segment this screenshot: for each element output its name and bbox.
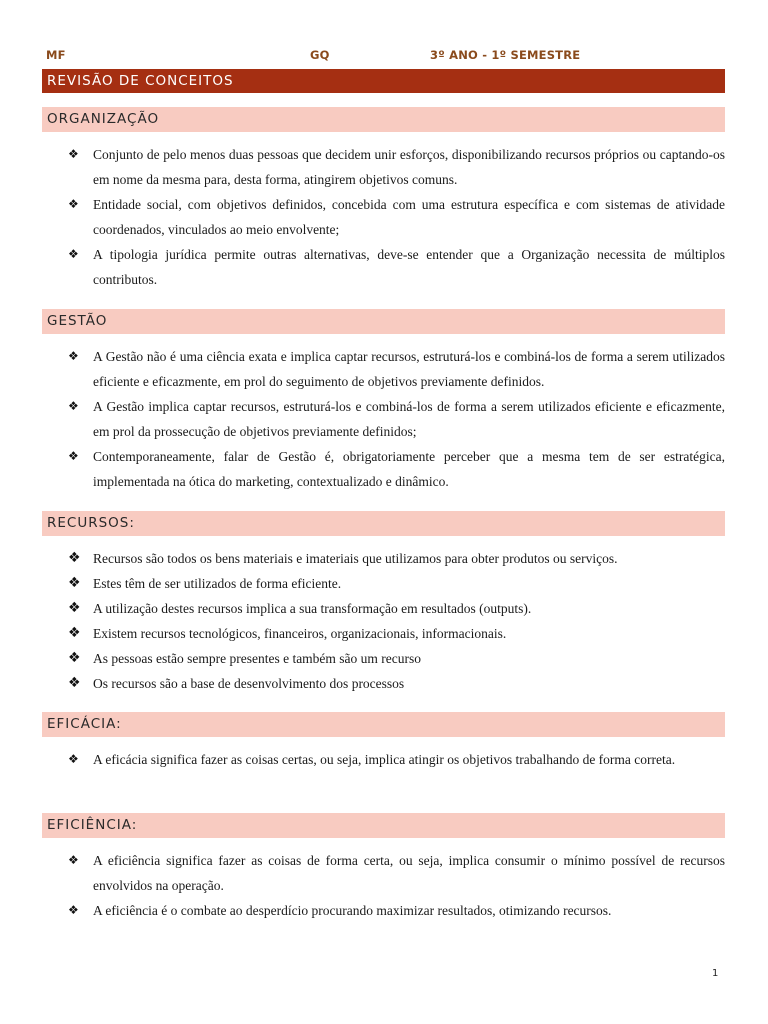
list-item: ❖ Entidade social, com objetivos definidos, concebida com uma estrutura específica e com sistemas de atividade coordenados, vinculados ao meio envolvente; [42, 192, 725, 242]
list-item: ❖ A tipologia jurídica permite outras alternativas, deve-se entender que a Organização necessita de múltiplos contributos. [42, 242, 725, 292]
diamond-4-icon: ❖ [68, 752, 79, 766]
diamond-4-icon: ❖ [68, 247, 79, 261]
diamond-4-icon: ❖ [68, 675, 81, 691]
list-item: ❖ A utilização destes recursos implica a sua transformação em resultados (outputs). [42, 596, 725, 621]
bullet-list [42, 747, 725, 772]
section-recursos [42, 511, 725, 696]
section-heading: EFICIÊNCIA: [42, 813, 725, 838]
header-author: MF [46, 48, 66, 62]
list-item: ❖ A Gestão não é uma ciência exata e implica captar recursos, estruturá-los e combiná-los de forma a serem utilizados eficiente e eficazmente, em prol do seguimento de objetivos previamente definidos. [42, 344, 725, 394]
diamond-4-icon: ❖ [68, 853, 79, 867]
section-heading: EFICÁCIA: [42, 712, 725, 737]
bullet-list [42, 344, 725, 494]
diamond-4-icon: ❖ [68, 399, 79, 413]
section-heading: RECURSOS: [42, 511, 725, 536]
bullet-list [42, 142, 725, 292]
diamond-4-icon: ❖ [68, 625, 81, 641]
diamond-4-icon: ❖ [68, 575, 81, 591]
list-item: ❖ A Gestão implica captar recursos, estruturá-los e combiná-los de forma a serem utilizados eficiente e eficazmente, em prol da prossecução de objetivos previamente definidos; [42, 394, 725, 444]
diamond-4-icon: ❖ [68, 449, 79, 463]
section-gestao [42, 309, 725, 494]
bullet-list [42, 848, 725, 923]
diamond-4-icon: ❖ [68, 197, 79, 211]
diamond-4-icon: ❖ [68, 349, 79, 363]
section-eficacia [42, 712, 725, 772]
section-heading: ORGANIZAÇÃO [42, 107, 725, 132]
diamond-4-icon: ❖ [68, 650, 81, 666]
header-term: 3º ANO - 1º SEMESTRE [430, 48, 581, 62]
list-item: ❖ A eficiência é o combate ao desperdício procurando maximizar resultados, otimizando recursos. [42, 898, 725, 923]
list-item: ❖ As pessoas estão sempre presentes e também são um recurso [42, 646, 725, 671]
section-eficiencia [42, 813, 725, 923]
page-header [46, 48, 726, 64]
diamond-4-icon: ❖ [68, 147, 79, 161]
list-item: ❖ A eficiência significa fazer as coisas de forma certa, ou seja, implica consumir o mínimo possível de recursos envolvidos na operação. [42, 848, 725, 898]
section-organizacao [42, 107, 725, 292]
header-subject: GQ [310, 48, 330, 62]
list-item: ❖ Recursos são todos os bens materiais e imateriais que utilizamos para obter produtos ou serviços. [42, 546, 725, 571]
list-item: ❖ Existem recursos tecnológicos, financeiros, organizacionais, informacionais. [42, 621, 725, 646]
page-number: 1 [712, 968, 719, 979]
diamond-4-icon: ❖ [68, 903, 79, 917]
list-item: ❖ A eficácia significa fazer as coisas certas, ou seja, implica atingir os objetivos trabalhando de forma correta. [42, 747, 725, 772]
list-item: ❖ Estes têm de ser utilizados de forma eficiente. [42, 571, 725, 596]
diamond-4-icon: ❖ [68, 600, 81, 616]
list-item: ❖ Contemporaneamente, falar de Gestão é, obrigatoriamente perceber que a mesma tem de ser estratégica, implementada na ótica do marketing, contextualizado e dinâmico. [42, 444, 725, 494]
list-item: ❖ Conjunto de pelo menos duas pessoas que decidem unir esforços, disponibilizando recursos próprios ou captando-os em nome da mesma para, desta forma, atingirem objetivos comuns. [42, 142, 725, 192]
document-title: REVISÃO DE CONCEITOS [42, 69, 725, 93]
list-item: ❖ Os recursos são a base de desenvolvimento dos processos [42, 671, 725, 696]
diamond-4-icon: ❖ [68, 550, 81, 566]
bullet-list [42, 546, 725, 696]
section-heading: GESTÃO [42, 309, 725, 334]
